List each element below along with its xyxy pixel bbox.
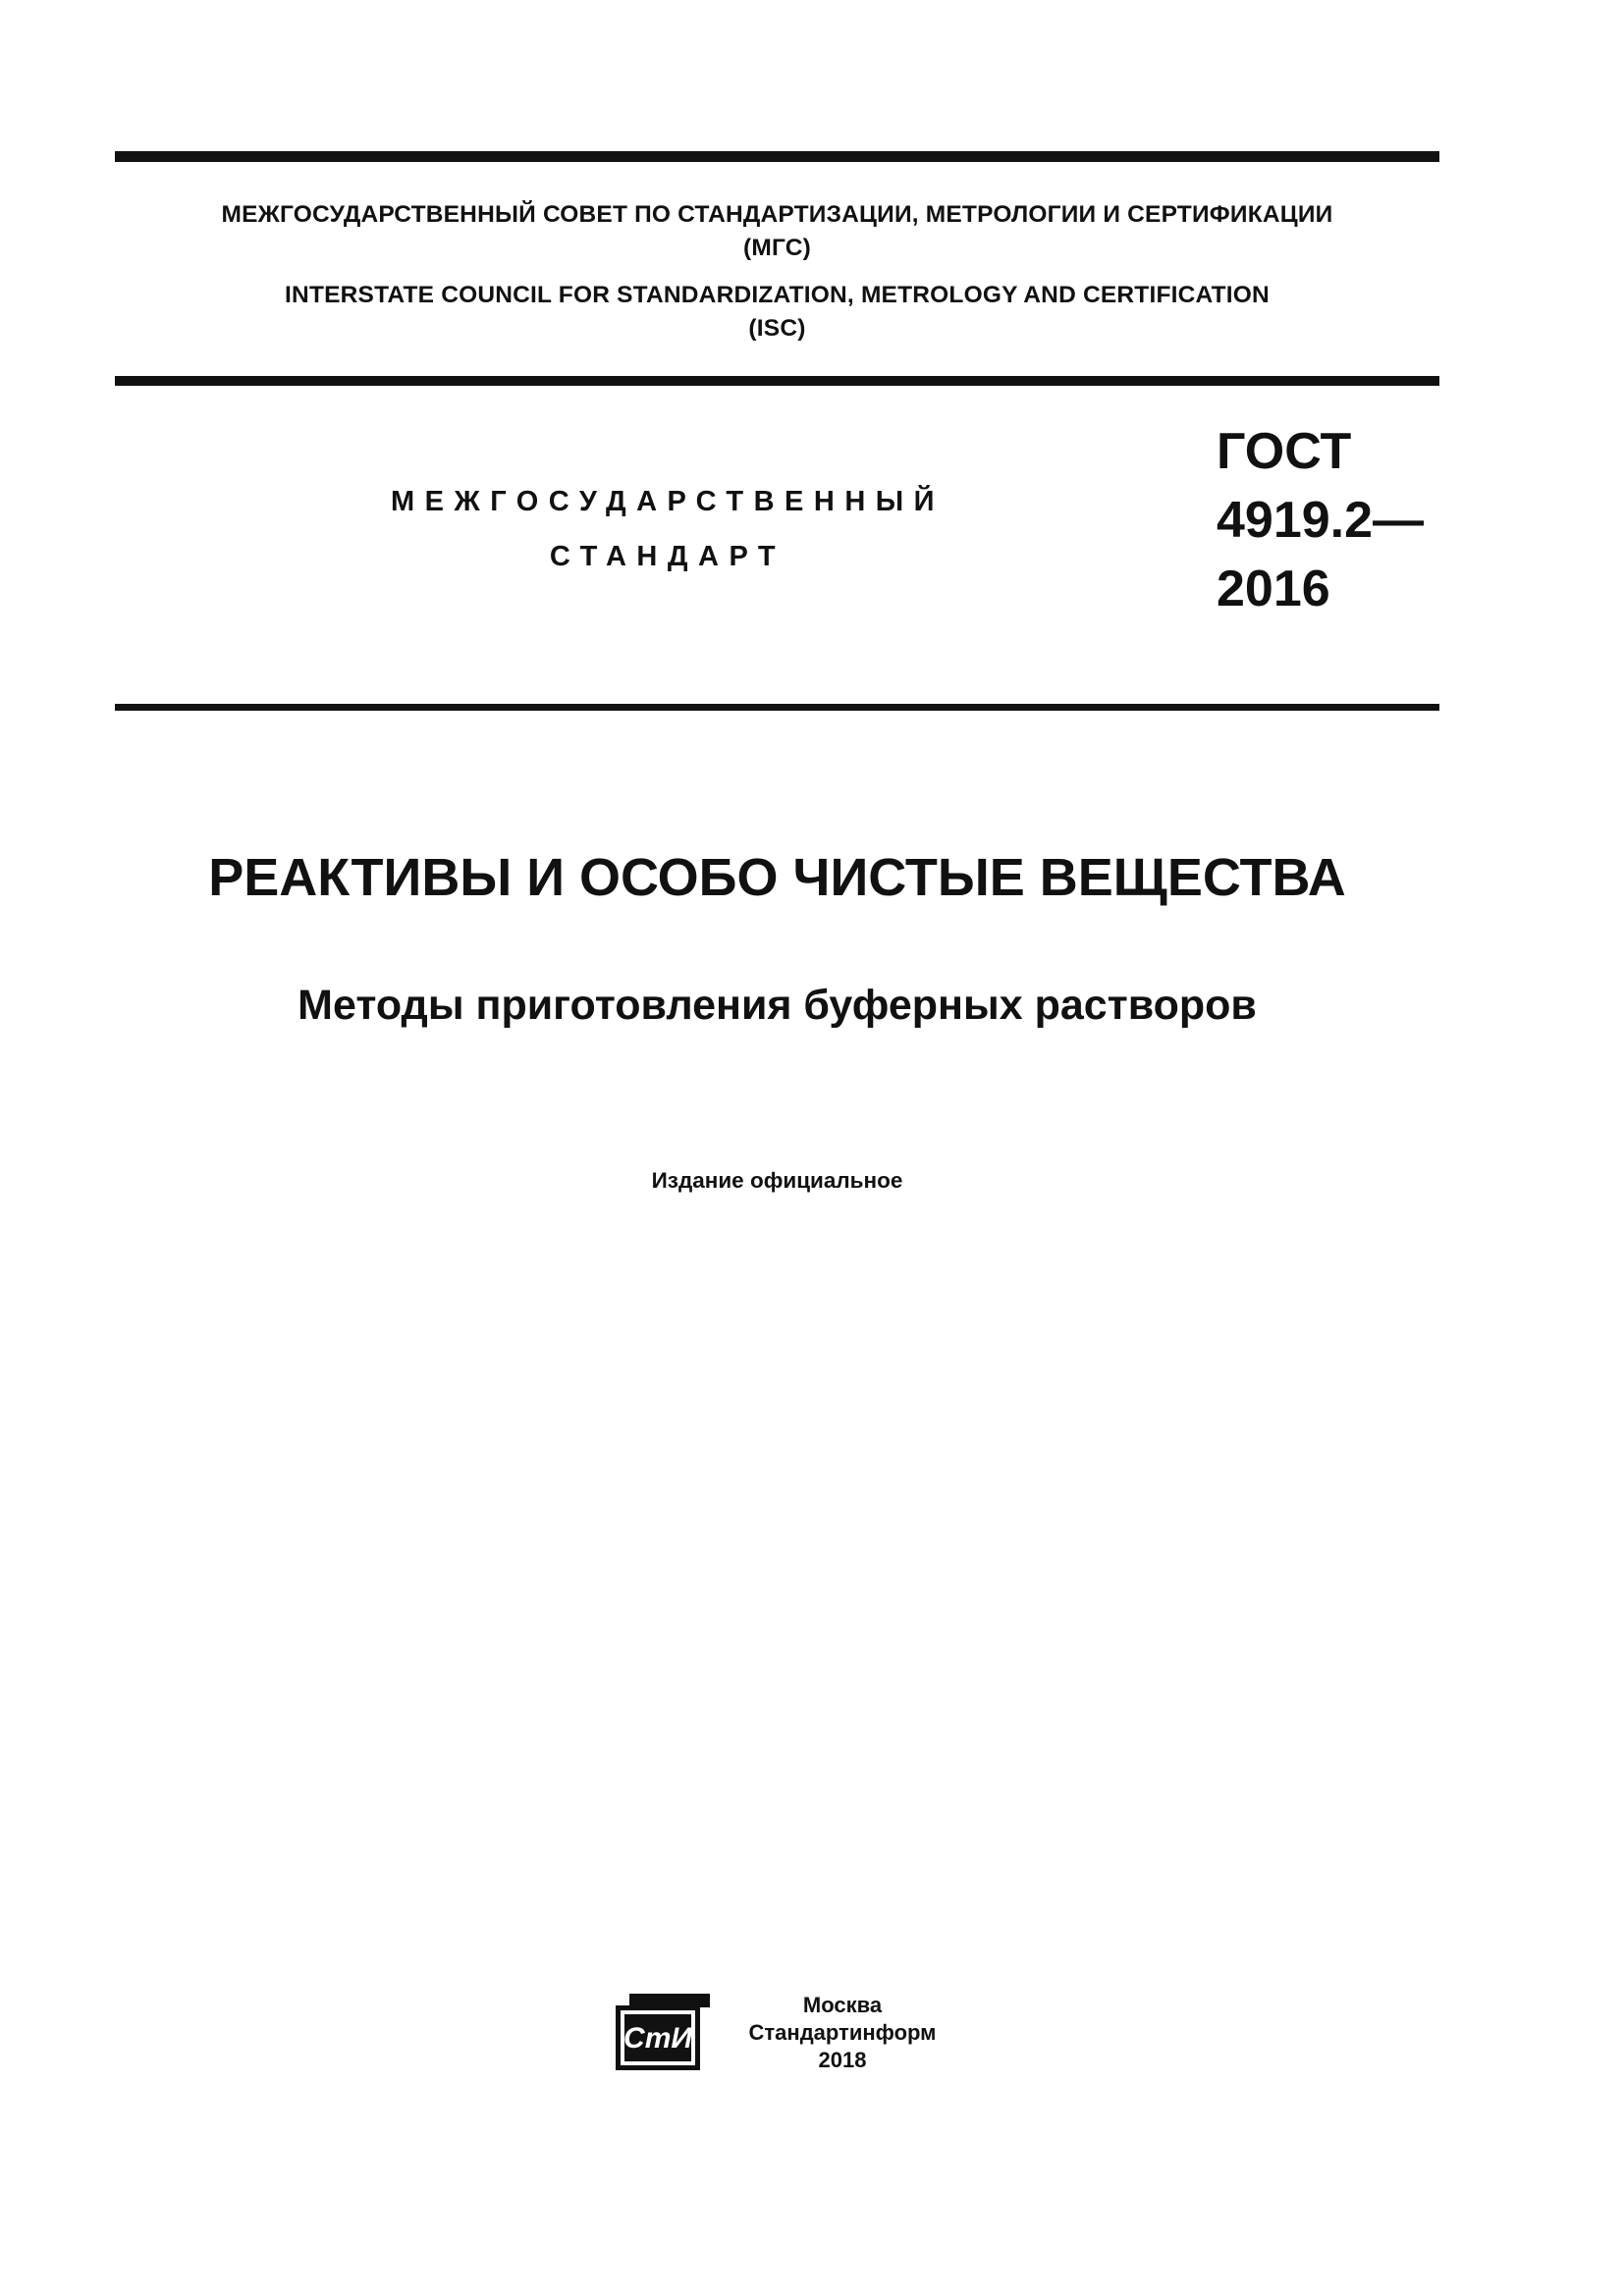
standard-kind (324, 474, 1011, 584)
publisher-year: 2018 (818, 2048, 867, 2072)
council-en-name: INTERSTATE COUNCIL FOR STANDARDIZATION, METROLOGY AND CERTIFICATION (285, 282, 1270, 308)
council-ru-name: МЕЖГОСУДАРСТВЕННЫЙ СОВЕТ ПО СТАНДАРТИЗАЦИИ, МЕТРОЛОГИИ И СЕРТИФИКАЦИИ (221, 201, 1333, 228)
council-ru-abbr: (МГС) (743, 235, 811, 261)
publisher-block (725, 1992, 960, 2074)
middle-rule (115, 376, 1439, 386)
gost-year: 2016 (1217, 561, 1330, 617)
council-en-block (115, 279, 1439, 346)
council-ru-block (115, 198, 1439, 265)
gost-number: 4919.2— (1217, 492, 1425, 549)
council-en-abbr: (ISC) (748, 315, 806, 342)
document-title: РЕАКТИВЫ И ОСОБО ЧИСТЫЕ ВЕЩЕСТВА (208, 848, 1346, 907)
standard-kind-line2: СТАНДАРТ (549, 541, 786, 572)
publisher-city: Москва (802, 1993, 883, 2017)
edition-note: Издание официальное (651, 1168, 903, 1193)
top-rule (115, 151, 1439, 162)
publisher-name: Стандартинформ (748, 2020, 937, 2045)
standartinform-logo-icon (616, 1994, 710, 2070)
logo-text: СтИ (623, 2022, 692, 2055)
lower-rule (115, 704, 1439, 711)
gost-designation (1217, 417, 1424, 623)
standard-kind-line1: МЕЖГОСУДАРСТВЕННЫЙ (390, 486, 946, 517)
document-subtitle: Методы приготовления буферных растворов (298, 982, 1257, 1029)
gost-label: ГОСТ (1217, 423, 1352, 480)
